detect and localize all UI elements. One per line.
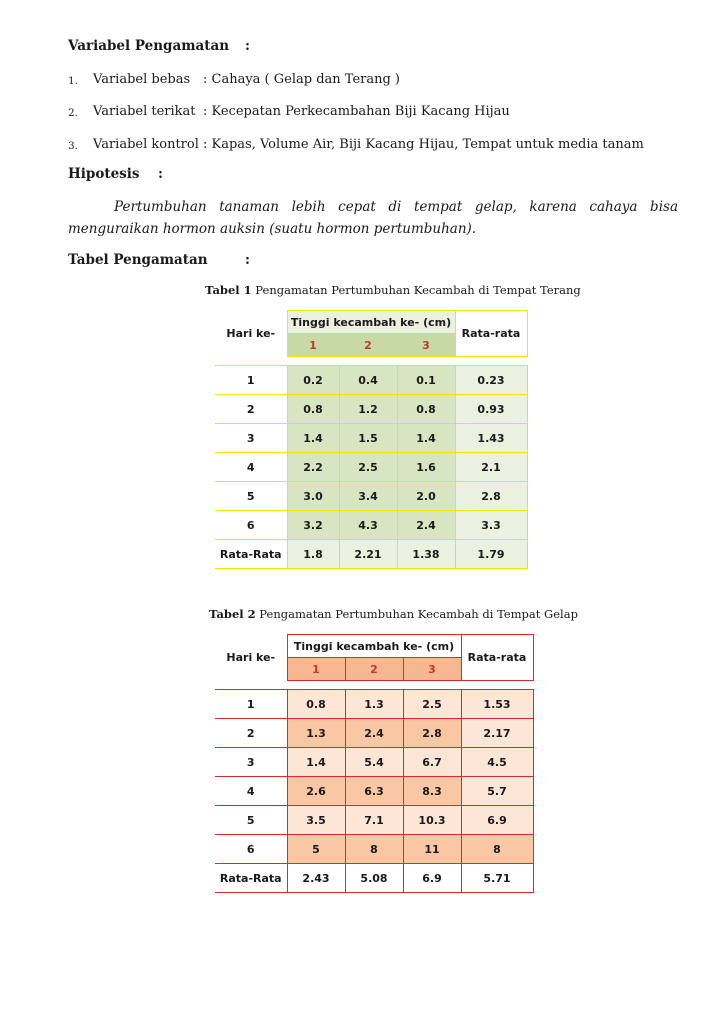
avg-cell: 0.93 [455, 395, 527, 424]
value-cell: 1.2 [339, 395, 397, 424]
col-header-avg: Rata-rata [455, 311, 527, 357]
value-cell: 4.3 [339, 511, 397, 540]
table1-caption-text: Pengamatan Pertumbuhan Kecambah di Tempat Terang [255, 283, 581, 297]
value-cell: 5 [287, 835, 345, 864]
subcol-2: 2 [345, 658, 403, 681]
day-cell: 5 [215, 806, 287, 835]
value-cell: 0.8 [397, 395, 455, 424]
day-cell: 4 [215, 777, 287, 806]
table-row [215, 366, 527, 395]
avg-cell: 1.43 [455, 424, 527, 453]
value-cell: 1.38 [397, 540, 455, 569]
avg-cell: 4.5 [461, 748, 533, 777]
subcol-2: 2 [339, 334, 397, 357]
value-cell: 1.4 [287, 424, 339, 453]
avg-cell: 1.53 [461, 690, 533, 719]
value-cell: 5.08 [345, 864, 403, 893]
value-cell: 1.8 [287, 540, 339, 569]
avg-cell: 5.7 [461, 777, 533, 806]
table2-caption [209, 607, 578, 621]
value-cell: 1.4 [397, 424, 455, 453]
value-cell: 2.8 [403, 719, 461, 748]
variabel-terikat-value: : Kecepatan Perkecambahan Biji Kacang Hijau [203, 104, 510, 119]
hipotesis-text [68, 196, 678, 240]
table-row [215, 777, 533, 806]
table-row [215, 835, 533, 864]
hipotesis-title: Hipotesis [68, 166, 140, 182]
day-cell: 2 [215, 395, 287, 424]
value-cell: 2.6 [287, 777, 345, 806]
avg-row-label: Rata-Rata [215, 864, 287, 893]
avg-cell: 0.23 [455, 366, 527, 395]
avg-cell: 2.8 [455, 482, 527, 511]
value-cell: 2.0 [397, 482, 455, 511]
value-cell: 2.43 [287, 864, 345, 893]
value-cell: 1.3 [345, 690, 403, 719]
value-cell: 3.2 [287, 511, 339, 540]
value-cell: 8.3 [403, 777, 461, 806]
list-number: 2. [68, 107, 79, 119]
table-avg-row [215, 540, 527, 569]
variabel-kontrol-label: Variabel kontrol [93, 137, 199, 152]
hipotesis-body: Pertumbuhan tanaman lebih cepat di tempat gelap, karena cahaya bisa menguraikan hormon auksin (suatu hormon pertumbuhan). [68, 199, 678, 237]
value-cell: 1.3 [287, 719, 345, 748]
col-header-day: Hari ke- [226, 327, 276, 340]
value-cell: 2.4 [345, 719, 403, 748]
table-row [215, 719, 533, 748]
value-cell: 6.3 [345, 777, 403, 806]
value-cell: 2.2 [287, 453, 339, 482]
value-cell: 7.1 [345, 806, 403, 835]
list-number: 3. [68, 140, 79, 152]
table-row [215, 424, 527, 453]
col-header-avg: Rata-rata [461, 635, 533, 681]
variabel-bebas-value: : Cahaya ( Gelap dan Terang ) [203, 72, 400, 87]
value-cell: 0.1 [397, 366, 455, 395]
subcol-1: 1 [287, 334, 339, 357]
value-cell: 5.4 [345, 748, 403, 777]
tabel-pengamatan-title: Tabel Pengamatan [68, 252, 208, 268]
value-cell: 10.3 [403, 806, 461, 835]
table2-caption-text: Pengamatan Pertumbuhan Kecambah di Tempat Gelap [259, 607, 578, 621]
subcol-3: 3 [397, 334, 455, 357]
value-cell: 0.8 [287, 395, 339, 424]
table-row [215, 482, 527, 511]
value-cell: 6.7 [403, 748, 461, 777]
value-cell: 8 [345, 835, 403, 864]
avg-cell: 8 [461, 835, 533, 864]
day-cell: 1 [215, 690, 287, 719]
value-cell: 2.4 [397, 511, 455, 540]
day-cell: 6 [215, 511, 287, 540]
table-row [215, 806, 533, 835]
tabel-pengamatan-colon: : [245, 252, 250, 268]
avg-cell: 2.17 [461, 719, 533, 748]
hipotesis-colon: : [158, 166, 163, 182]
avg-cell: 6.9 [461, 806, 533, 835]
variabel-colon: : [245, 38, 250, 54]
value-cell: 0.8 [287, 690, 345, 719]
table-avg-row [215, 864, 533, 893]
table-row [215, 511, 527, 540]
avg-cell: 2.1 [455, 453, 527, 482]
day-cell: 4 [215, 453, 287, 482]
avg-row-label: Rata-Rata [215, 540, 287, 569]
table-terang [215, 310, 528, 569]
value-cell: 11 [403, 835, 461, 864]
value-cell: 1.6 [397, 453, 455, 482]
variabel-bebas-label: Variabel bebas [93, 72, 191, 87]
value-cell: 2.5 [403, 690, 461, 719]
table1-caption [205, 283, 581, 297]
value-cell: 2.21 [339, 540, 397, 569]
value-cell: 3.0 [287, 482, 339, 511]
value-cell: 2.5 [339, 453, 397, 482]
avg-cell: 5.71 [461, 864, 533, 893]
col-header-day: Hari ke- [226, 651, 276, 664]
day-cell: 3 [215, 748, 287, 777]
day-cell: 3 [215, 424, 287, 453]
subcol-3: 3 [403, 658, 461, 681]
variabel-terikat-label: Variabel terikat [93, 104, 196, 119]
table-row [215, 748, 533, 777]
avg-cell: 3.3 [455, 511, 527, 540]
table2-caption-number: Tabel 2 [209, 607, 256, 621]
table-row [215, 395, 527, 424]
variabel-kontrol-value: : Kapas, Volume Air, Biji Kacang Hijau, Tempat untuk media tanam [203, 137, 644, 152]
subcol-1: 1 [287, 658, 345, 681]
list-number: 1. [68, 75, 79, 87]
table-gelap [215, 634, 534, 893]
avg-cell: 1.79 [455, 540, 527, 569]
day-cell: 2 [215, 719, 287, 748]
table-row [215, 690, 533, 719]
value-cell: 1.5 [339, 424, 397, 453]
value-cell: 3.4 [339, 482, 397, 511]
variabel-title: Variabel Pengamatan [68, 38, 230, 54]
table-row [215, 453, 527, 482]
col-header-group: Tinggi kecambah ke- (cm) [287, 635, 461, 658]
day-cell: 5 [215, 482, 287, 511]
col-header-group: Tinggi kecambah ke- (cm) [287, 311, 455, 334]
value-cell: 0.4 [339, 366, 397, 395]
day-cell: 6 [215, 835, 287, 864]
value-cell: 3.5 [287, 806, 345, 835]
value-cell: 6.9 [403, 864, 461, 893]
value-cell: 0.2 [287, 366, 339, 395]
table1-caption-number: Tabel 1 [205, 283, 252, 297]
value-cell: 1.4 [287, 748, 345, 777]
day-cell: 1 [215, 366, 287, 395]
